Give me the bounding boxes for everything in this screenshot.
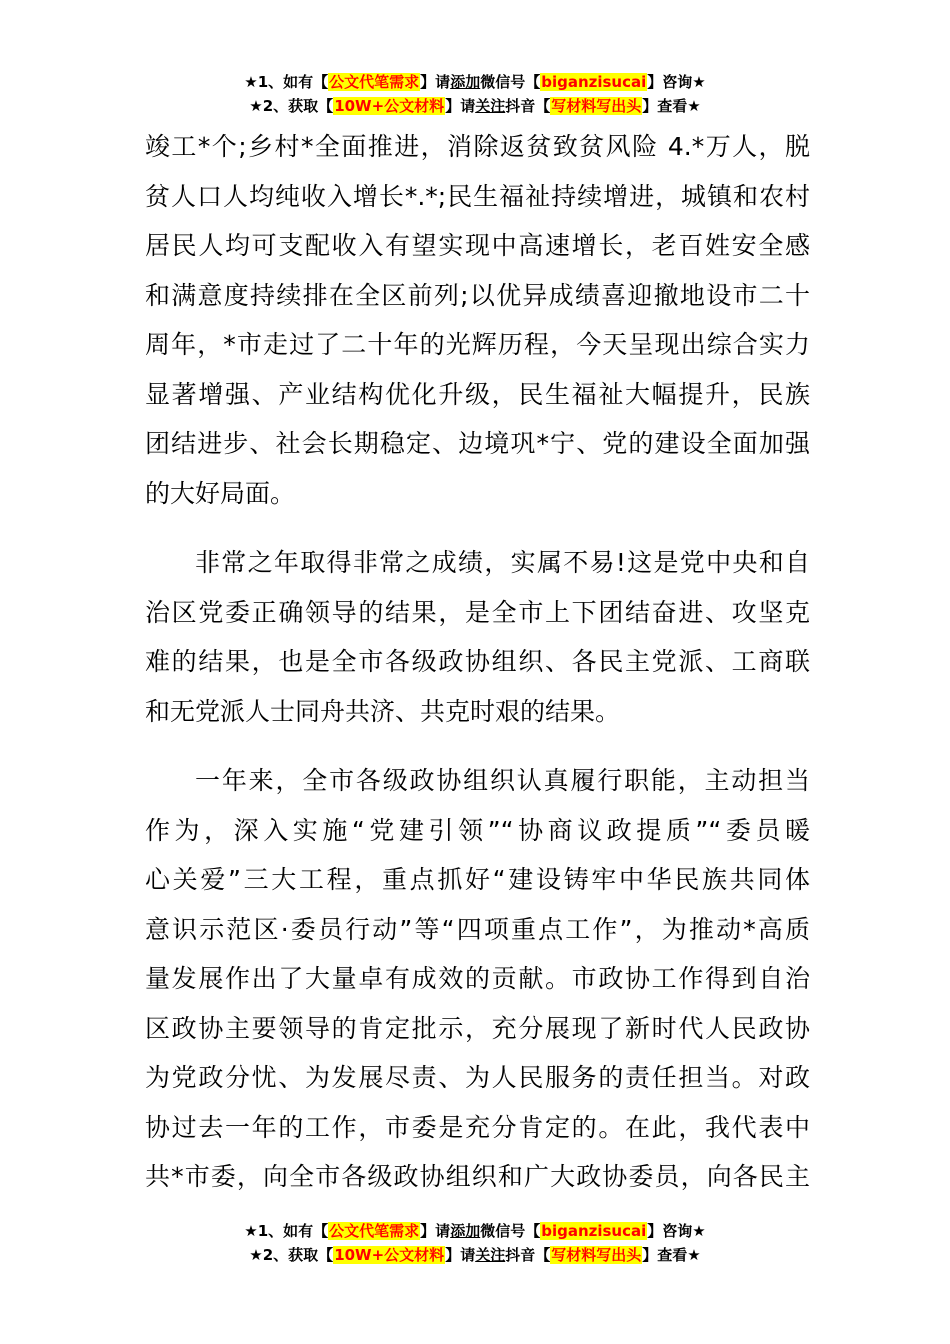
banner-line-1 [0,70,950,94]
banner-line-1-highlight-service: 公文代笔需求 [329,73,420,91]
header-banner [0,70,950,118]
banner-line-1-highlight-service: 公文代笔需求 [329,1222,420,1240]
banner-line-1-underline: 添加 [450,1222,481,1240]
paragraph-line: 非常之年取得非常之成绩，实属不易!这是党中央和自 [195,548,810,577]
banner-line-2-highlight-materials: 10W+公文材料 [334,97,445,115]
paragraph-line: 共*市委，向全市各级政协组织和广大政协委员，向各民主 [145,1162,810,1191]
banner-line-2-underline: 关注 [475,97,506,115]
banner-line-2-mid1: 】请 [445,97,476,115]
paragraph-line: 显著增强、产业结构优化升级，民生福祉大幅提升，民族 [145,379,810,409]
paragraph-line: 的大好局面。 [145,478,296,508]
banner-line-2-mid2: 抖音【 [505,97,551,115]
banner-line-1-suffix: 】咨询★ [647,1222,706,1240]
banner-line-2-highlight-douyin: 写材料写出头 [551,1246,642,1264]
paragraph-line: 团结进步、社会长期稳定、边境巩*宁、党的建设全面加强 [145,429,810,458]
banner-line-1-mid2: 微信号【 [480,1222,541,1240]
banner-line-1-highlight-wechat: biganzisucai [541,73,647,91]
paragraph-line: 和满意度持续排在全区前列;以优异成绩喜迎撤地设市二十 [145,280,810,310]
banner-line-1-prefix: ★1、如有【 [244,73,329,91]
paragraph-line: 贫人口人均纯收入增长*.*;民生福祉持续增进，城镇和农村 [145,181,810,211]
paragraph-line: 竣工*个;乡村*全面推进，消除返贫致贫风险 4.*万人，脱 [145,132,810,161]
banner-line-1 [0,1219,950,1243]
banner-line-1-suffix: 】咨询★ [647,73,706,91]
banner-line-2-suffix: 】查看★ [642,97,701,115]
paragraph-line: 心关爱”三大工程，重点抓好“建设铸牢中华民族共同体 [145,865,810,894]
banner-line-1-mid1: 】请 [420,1222,451,1240]
banner-line-1-underline: 添加 [450,73,481,91]
banner-line-2-highlight-materials: 10W+公文材料 [334,1246,445,1264]
paragraph-line: 难的结果，也是全市各级政协组织、各民主党派、工商联 [145,647,810,676]
banner-line-1-highlight-wechat: biganzisucai [541,1222,647,1240]
banner-line-2-suffix: 】查看★ [642,1246,701,1264]
paragraph-3 [145,756,810,1202]
paragraph-line: 作为，深入实施“党建引领”“协商议政提质”“委员暖 [145,815,810,845]
paragraph-1 [145,122,810,518]
banner-line-2-mid2: 抖音【 [505,1246,551,1264]
banner-line-2-mid1: 】请 [445,1246,476,1264]
paragraph-line: 治区党委正确领导的结果，是全市上下团结奋进、攻坚克 [145,597,810,627]
banner-line-2-prefix: ★2、获取【 [249,1246,334,1264]
paragraph-line: 周年，*市走过了二十年的光辉历程，今天呈现出综合实力 [145,330,810,359]
paragraph-2 [145,538,810,736]
footer-banner [0,1219,950,1267]
banner-line-2-underline: 关注 [475,1246,506,1264]
banner-line-1-prefix: ★1、如有【 [244,1222,329,1240]
paragraph-line: 和无党派人士同舟共济、共克时艰的结果。 [145,696,621,726]
banner-line-2 [0,94,950,118]
paragraph-line: 一年来，全市各级政协组织认真履行职能，主动担当 [195,766,810,795]
paragraph-line: 量发展作出了大量卓有成效的贡献。市政协工作得到自治 [145,964,810,993]
banner-line-2-prefix: ★2、获取【 [249,97,334,115]
banner-line-2-highlight-douyin: 写材料写出头 [551,97,642,115]
paragraph-line: 居民人均可支配收入有望实现中高速增长，老百姓安全感 [145,231,810,260]
document-body [145,122,810,1222]
paragraph-line: 协过去一年的工作，市委是充分肯定的。在此，我代表中 [145,1112,810,1142]
banner-line-1-mid2: 微信号【 [480,73,541,91]
banner-line-1-mid1: 】请 [420,73,451,91]
paragraph-line: 意识示范区·委员行动”等“四项重点工作”，为推动*高质 [145,914,810,944]
banner-line-2 [0,1243,950,1267]
paragraph-line: 为党政分忧、为发展尽责、为人民服务的责任担当。对政 [145,1063,810,1092]
paragraph-line: 区政协主要领导的肯定批示，充分展现了新时代人民政协 [145,1013,810,1043]
